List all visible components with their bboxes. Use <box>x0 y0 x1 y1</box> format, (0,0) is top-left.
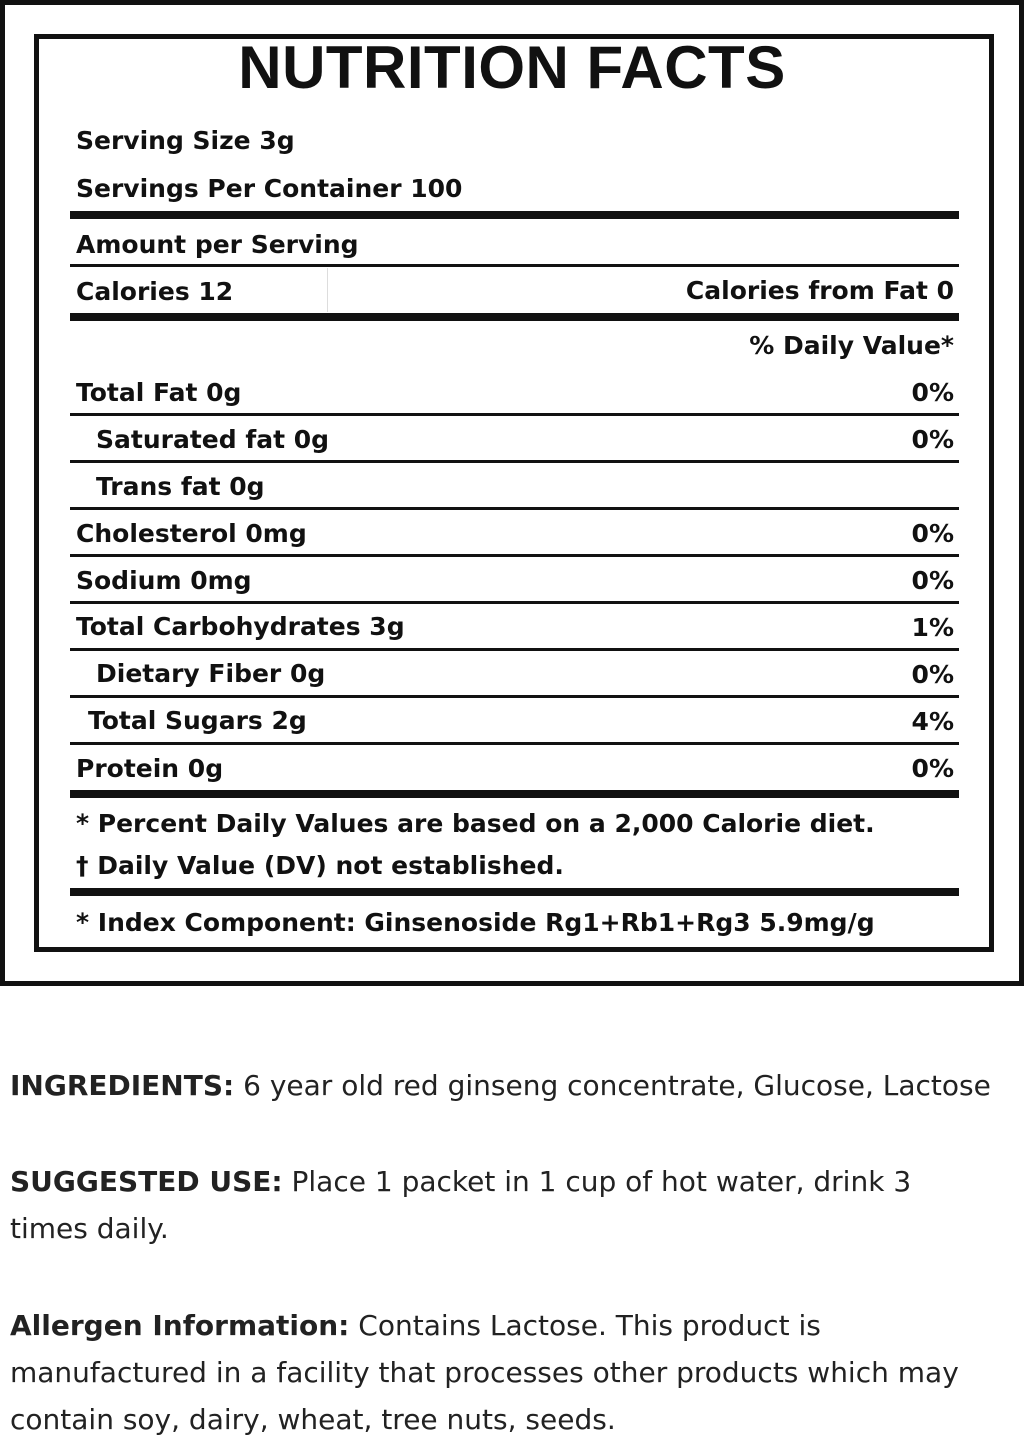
divider <box>70 460 959 463</box>
nutrient-dv: 0% <box>911 519 954 548</box>
nutrient-dv: 0% <box>911 754 954 783</box>
nutrient-label: Dietary Fiber 0g <box>96 659 326 688</box>
nutrient-label: Protein 0g <box>76 754 224 783</box>
divider-thick <box>70 313 959 321</box>
nutrient-label: Total Fat 0g <box>76 378 242 407</box>
nutrient-label: Total Sugars 2g <box>88 706 307 735</box>
nutrient-label: Saturated fat 0g <box>96 425 330 454</box>
daily-value-header: % Daily Value* <box>749 331 954 360</box>
footnote-daily-values: * Percent Daily Values are based on a 2,000 Calorie diet. <box>76 809 875 838</box>
serving-size: Serving Size 3g <box>76 126 295 155</box>
ingredients-section <box>10 1062 1014 1109</box>
divider-thick <box>70 211 959 219</box>
allergen-text: Contains Lactose. This product is manufactured in a facility that processes other products which may contain soy, dairy, wheat, tree nuts, seeds. <box>10 1309 959 1436</box>
nutrient-label: Cholesterol 0mg <box>76 519 307 548</box>
calories-from-fat: Calories from Fat 0 <box>685 276 954 305</box>
index-component: * Index Component: Ginsenoside Rg1+Rb1+Rg3 5.9mg/g <box>76 908 875 937</box>
divider <box>70 648 959 651</box>
nutrient-label: Sodium 0mg <box>76 566 252 595</box>
nutrient-dv: 1% <box>911 613 954 642</box>
nutrient-dv: 0% <box>911 566 954 595</box>
divider <box>70 742 959 745</box>
ingredients-label: INGREDIENTS: <box>10 1069 235 1102</box>
nutrient-dv: 0% <box>911 425 954 454</box>
nutrition-title: NUTRITION FACTS <box>238 34 786 101</box>
calories: Calories 12 <box>76 277 234 306</box>
nutrient-dv: 4% <box>911 707 954 736</box>
nutrient-label: Trans fat 0g <box>96 472 265 501</box>
divider <box>70 507 959 510</box>
suggested-use-text: Place 1 packet in 1 cup of hot water, drink 3 times daily. <box>10 1165 912 1245</box>
column-divider <box>327 268 328 312</box>
allergen-label: Allergen Information: <box>10 1309 350 1342</box>
divider <box>70 695 959 698</box>
amount-per-serving: Amount per Serving <box>76 230 359 259</box>
nutrient-dv: 0% <box>911 660 954 689</box>
nutrient-dv: 0% <box>911 378 954 407</box>
suggested-use-label: SUGGESTED USE: <box>10 1165 283 1198</box>
ingredients-text: 6 year old red ginseng concentrate, Glucose, Lactose <box>234 1069 991 1102</box>
divider-thick <box>70 888 959 896</box>
divider <box>70 601 959 604</box>
suggested-use-section <box>10 1158 970 1252</box>
divider-thick <box>70 790 959 798</box>
servings-per-container: Servings Per Container 100 <box>76 174 463 203</box>
allergen-section <box>10 1302 1010 1443</box>
divider <box>70 413 959 416</box>
divider <box>70 264 959 267</box>
nutrient-label: Total Carbohydrates 3g <box>76 612 405 641</box>
footnote-dv-not-established: † Daily Value (DV) not established. <box>76 851 564 880</box>
divider <box>70 554 959 557</box>
